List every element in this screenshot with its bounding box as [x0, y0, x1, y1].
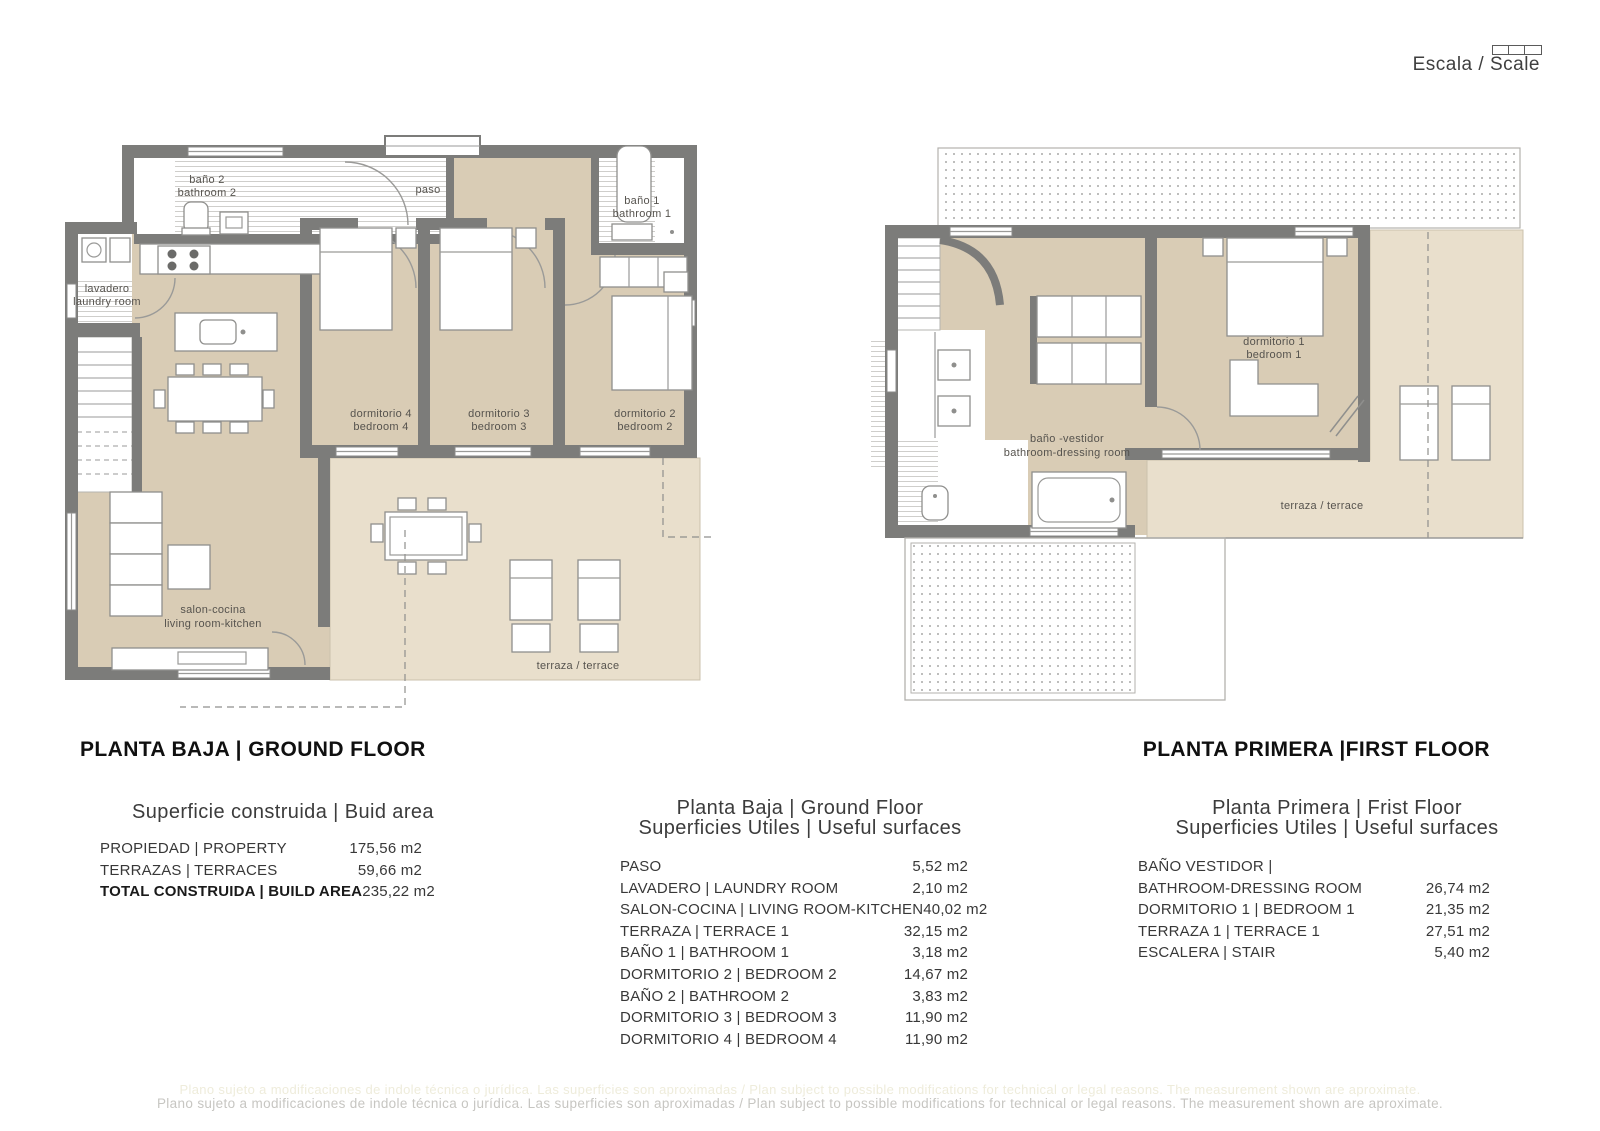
washing-machine — [82, 238, 106, 262]
svg-text:bedroom 3: bedroom 3 — [471, 421, 527, 433]
room-label-terraza-first: terraza / terrace — [1280, 500, 1364, 512]
room-label-paso: paso — [415, 184, 441, 196]
floor-plan-ground — [60, 130, 715, 715]
svg-text:bedroom 1: bedroom 1 — [1246, 349, 1302, 361]
disclaimer-highlight: Plano sujeto a modificaciones de indole técnica o jurídica. Las superficies son aproximadas / Plan subject to possible modifications for technical or legal reasons. The measurement shown are aproximate. — [179, 1082, 1421, 1097]
table-row: DORMITORIO 2 | BEDROOM 2 14,67 m2 — [620, 965, 968, 983]
svg-text:laundry room: laundry room — [73, 296, 141, 308]
table-row: DORMITORIO 4 | BEDROOM 4 11,90 m2 — [620, 1030, 968, 1048]
built-area-table — [100, 840, 435, 905]
table-row: PROPIEDAD | PROPERTY 175,56 m2 — [100, 840, 422, 857]
stove — [158, 246, 210, 274]
ground-table-header: Planta Baja | Ground Floor Superficies Utiles | Useful surfaces — [638, 797, 962, 839]
table-row: BATHROOM-DRESSING ROOM 26,74 m2 — [1138, 879, 1490, 897]
table-row: PASO 5,52 m2 — [620, 858, 968, 875]
room-label-dorm4: dormitorio 4 — [350, 408, 412, 420]
table-row: DORMITORIO 1 | BEDROOM 1 21,35 m2 — [1138, 901, 1490, 919]
table-row: BAÑO 1 | BATHROOM 1 3,18 m2 — [620, 944, 968, 962]
table-row: TERRAZA 1 | TERRACE 1 27,51 m2 — [1138, 922, 1490, 940]
table-row: DORMITORIO 3 | BEDROOM 3 11,90 m2 — [620, 1009, 968, 1027]
first-surfaces-table — [1138, 858, 1490, 966]
room-label-salon: salon-cocina — [180, 604, 246, 616]
table-row: TERRAZA | TERRACE 1 32,15 m2 — [620, 922, 968, 940]
first-floor-title: PLANTA PRIMERA |FIRST FLOOR — [1142, 738, 1490, 761]
disclaimer: Plano sujeto a modificaciones de indole técnica o jurídica. Las superficies son aproximadas / Plan subject to possible modifications for technical or legal reasons. The measurement shown are aproximate. — [156, 1096, 1444, 1111]
room-label-dorm1: dormitorio 1 — [1243, 336, 1305, 348]
room-label-lavadero: lavadero — [84, 283, 130, 295]
toilet-first — [922, 486, 948, 520]
bed-2 — [600, 257, 692, 390]
sink-bath1 — [612, 224, 652, 240]
ground-surfaces-table — [620, 858, 988, 1052]
table-row: BAÑO 2 | BATHROOM 2 3,83 m2 — [620, 987, 968, 1005]
floor-plan-first — [868, 133, 1530, 708]
first-table-header: Planta Primera | Frist Floor Superficies Utiles | Useful surfaces — [1175, 797, 1499, 839]
sink-bath2 — [220, 212, 248, 234]
tv-bench — [112, 648, 268, 670]
built-area-header: Superficie construida | Buid area — [132, 801, 434, 823]
stairs-first — [893, 238, 940, 330]
svg-text:bedroom 2: bedroom 2 — [617, 421, 673, 433]
room-label-dorm2: dormitorio 2 — [614, 408, 676, 420]
svg-text:bathroom 1: bathroom 1 — [612, 208, 672, 220]
room-label-bano2: baño 2 — [189, 174, 225, 186]
room-label-bano1: baño 1 — [624, 195, 660, 207]
table-row: TOTAL CONSTRUIDA | BUILD AREA 235,22 m2 — [100, 883, 435, 901]
table-row: TERRAZAS | TERRACES 59,66 m2 — [100, 861, 422, 879]
room-label-bano-vestidor: baño -vestidor — [1030, 433, 1104, 445]
ground-floor-title: PLANTA BAJA | GROUND FLOOR — [80, 738, 426, 761]
table-row: BAÑO VESTIDOR | — [1138, 858, 1273, 875]
room-label-terraza-ground: terraza / terrace — [536, 660, 620, 672]
room-label-dorm3: dormitorio 3 — [468, 408, 530, 420]
table-row: SALON-COCINA | LIVING ROOM-KITCHEN 40,02 m2 — [620, 901, 988, 919]
scale-label: Escala / Scale — [1412, 54, 1540, 75]
kitchen-sink — [200, 320, 236, 344]
svg-text:bathroom 2: bathroom 2 — [177, 187, 237, 199]
svg-text:bedroom 4: bedroom 4 — [353, 421, 409, 433]
svg-text:bathroom-dressing room: bathroom-dressing room — [1003, 447, 1131, 459]
table-row: LAVADERO | LAUNDRY ROOM 2,10 m2 — [620, 879, 968, 897]
svg-text:living room-kitchen: living room-kitchen — [164, 618, 262, 630]
bathtub — [1032, 472, 1126, 528]
table-row: ESCALERA | STAIR 5,40 m2 — [1138, 944, 1490, 962]
